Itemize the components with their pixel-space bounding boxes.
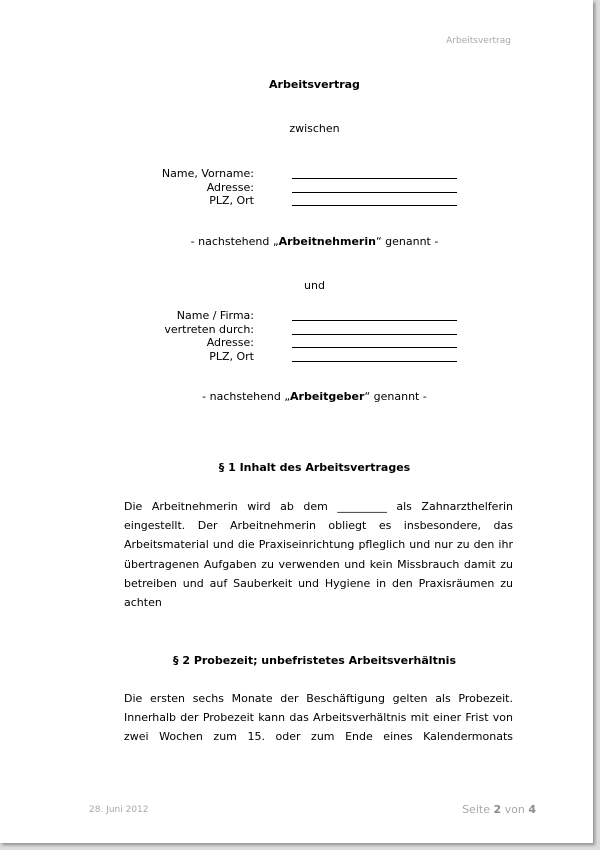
employee-field-label: Name, Vorname: xyxy=(161,167,254,180)
page-of: von xyxy=(504,803,525,816)
page-current: 2 xyxy=(493,803,502,816)
employee-role-name: Arbeitnehmerin xyxy=(278,235,376,248)
paragraph-line: eingestellt. Der Arbeitnehmerin obliegt es insbesondere, das xyxy=(124,519,513,533)
employer-field-row xyxy=(120,309,460,323)
section1-paragraph xyxy=(124,497,513,612)
document-title: Arbeitsvertrag xyxy=(269,78,360,91)
employer-field-label: PLZ, Ort xyxy=(209,349,254,363)
section2-paragraph xyxy=(124,689,513,747)
page-counter xyxy=(462,803,536,816)
employer-field-row xyxy=(120,336,460,350)
section2-heading: § 2 Probezeit; unbefristetes Arbeitsverhältnis xyxy=(173,654,456,667)
employer-field-blank[interactable] xyxy=(292,320,457,321)
employer-field-blank[interactable] xyxy=(292,334,457,335)
employee-field-label: Adresse: xyxy=(206,180,254,194)
section1-heading: § 1 Inhalt des Arbeitsvertrages xyxy=(218,461,411,474)
employer-field-label: Adresse: xyxy=(206,336,254,349)
employer-fields xyxy=(120,309,460,363)
employee-fields xyxy=(120,167,460,208)
paragraph-line: Innerhalb der Probezeit kann das Arbeitsverhältnis mit einer Frist von xyxy=(124,711,513,725)
employee-field-row xyxy=(120,167,460,181)
employer-field-blank[interactable] xyxy=(292,347,457,348)
employee-role-prefix: - nachstehend „ xyxy=(190,235,279,248)
employee-field-blank[interactable] xyxy=(292,192,457,193)
employer-role-line xyxy=(0,390,600,403)
and-label: und xyxy=(304,279,325,292)
page-word: Seite xyxy=(462,803,490,816)
paragraph-line: betreiben und auf Sauberkeit und Hygiene in den Praxisräumen zu xyxy=(124,576,513,590)
employer-field-row xyxy=(120,323,460,337)
footer-date: 28. Juni 2012 xyxy=(89,805,149,815)
paragraph-line: übertragenen Aufgaben zu verwenden und kein Missbrauch damit zu xyxy=(124,557,513,571)
employer-field-row xyxy=(120,350,460,364)
employer-field-label: vertreten durch: xyxy=(164,322,254,336)
employee-field-row xyxy=(120,181,460,195)
employer-role-prefix: - nachstehend „ xyxy=(202,390,291,403)
employer-role-suffix: “ genannt - xyxy=(364,390,427,403)
employer-field-label: Name / Firma: xyxy=(176,309,254,322)
employee-field-blank[interactable] xyxy=(292,178,457,179)
employee-field-label: PLZ, Ort xyxy=(209,194,254,207)
paragraph-line: zwei Wochen zum 15. oder zum Ende eines Kalendermonats xyxy=(124,730,513,744)
employee-role-line xyxy=(0,235,600,248)
employee-field-blank[interactable] xyxy=(292,205,457,206)
paragraph-line: achten xyxy=(124,595,162,609)
paragraph-line: Arbeitsmaterial und die Praxiseinrichtung pfleglich und nur zu den ihr xyxy=(124,538,513,552)
employer-role-name: Arbeitgeber xyxy=(290,390,365,403)
running-header: Arbeitsvertrag xyxy=(446,36,511,46)
employee-field-row xyxy=(120,194,460,208)
paragraph-line: Die ersten sechs Monate der Beschäftigung gelten als Probezeit. xyxy=(124,692,513,705)
page-total: 4 xyxy=(528,803,536,816)
paragraph-line: Die Arbeitnehmerin wird ab dem _________ als Zahnarzthelferin xyxy=(124,500,513,513)
employee-role-suffix: “ genannt - xyxy=(375,235,439,248)
between-label: zwischen xyxy=(289,122,340,135)
employer-field-blank[interactable] xyxy=(292,361,457,362)
